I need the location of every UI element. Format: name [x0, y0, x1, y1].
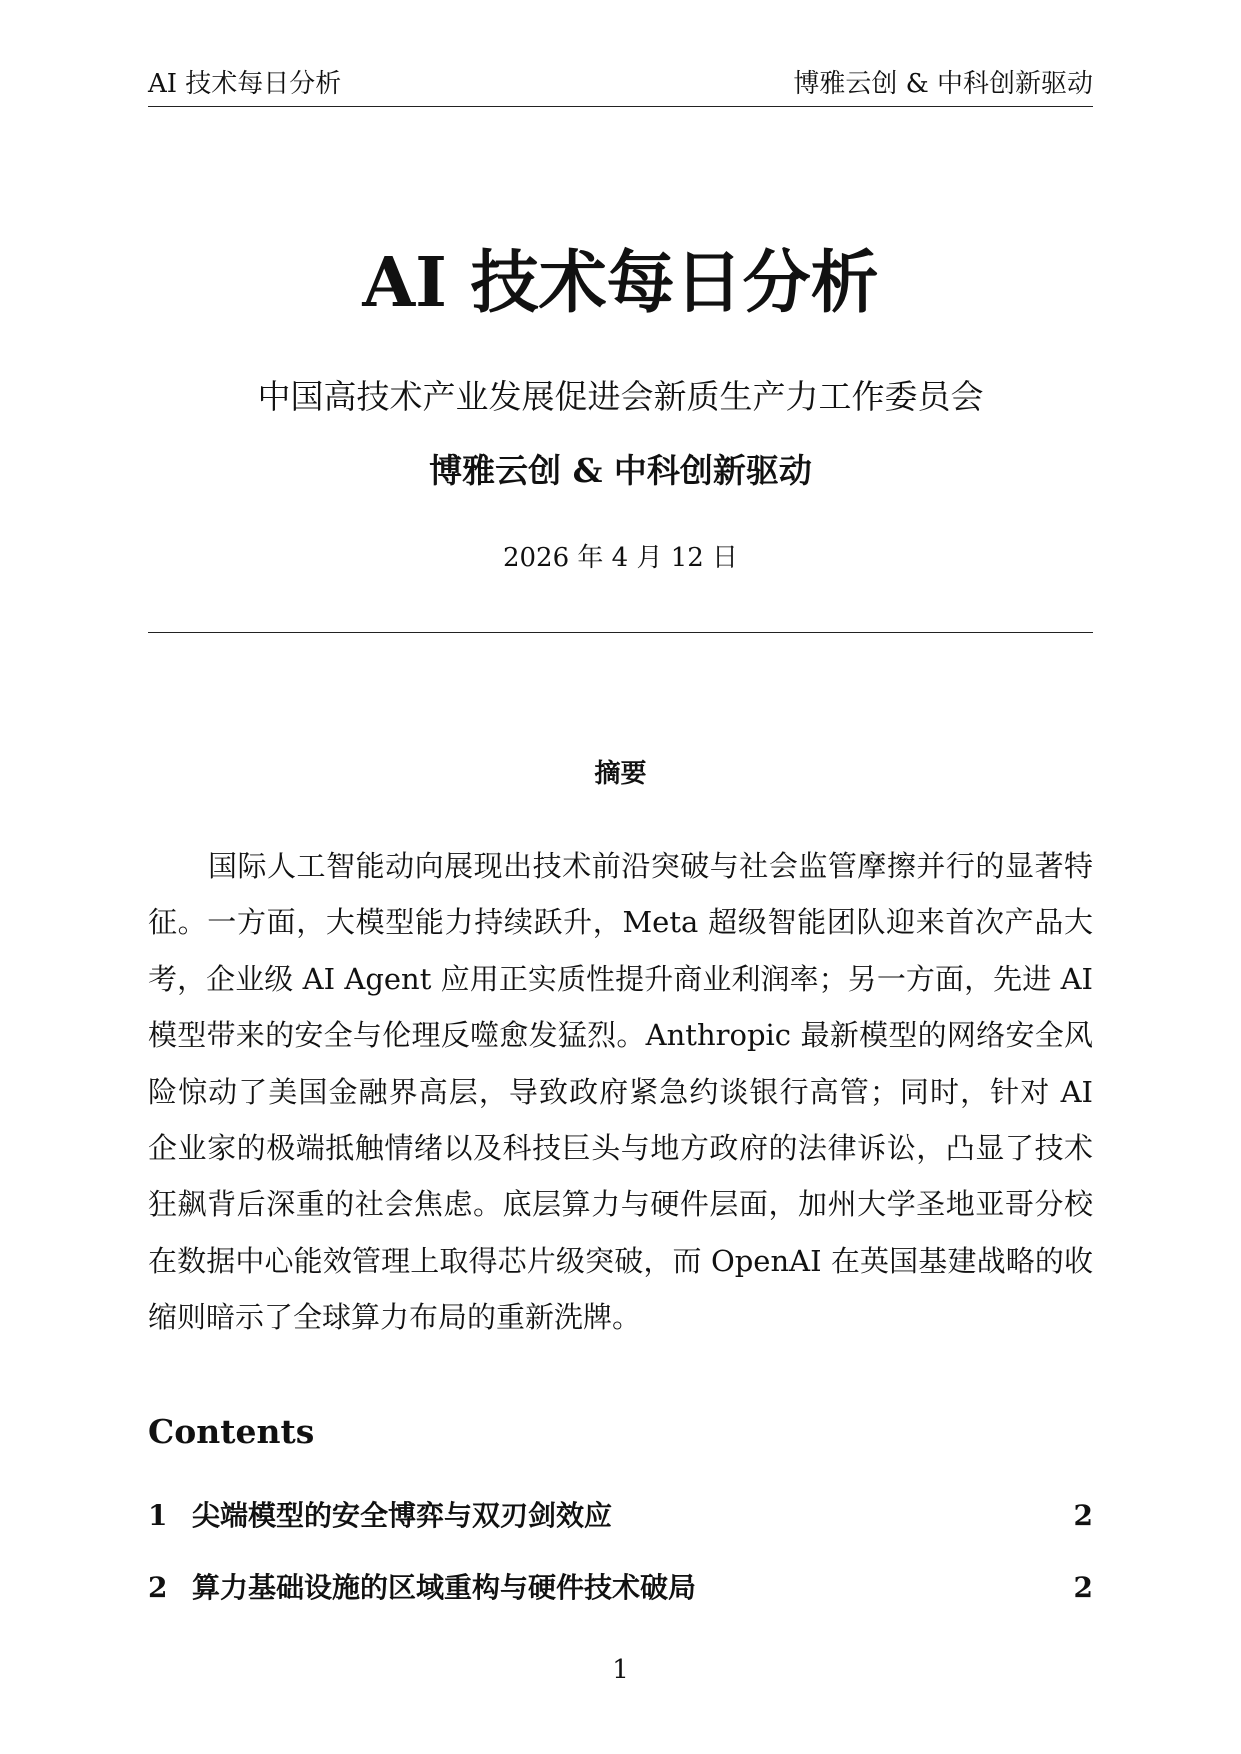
- document-authors: 博雅云创 & 中科创新驱动: [429, 451, 812, 490]
- toc-entry-label[interactable]: 尖端模型的安全博弈与双刃剑效应: [192, 1499, 613, 1532]
- toc-entry-number: 2: [148, 1571, 168, 1604]
- abstract-body: 国际人工智能动向展现出技术前沿突破与社会监管摩擦并行的显著特征。一方面，大模型能力持续跃升，Meta 超级智能团队迎来首次产品大考，企业级 AI Agent 应用正实质性提升商业利润率；另一方面，先进 AI 模型带来的安全与伦理反噬愈发猛烈。Anthropic 最新模型的网络安全风险惊动了美国金融界高层，导致政府紧急约谈银行高管；同时，针对 AI 企业家的极端抵触情绪以及科技巨头与地方政府的法律诉讼，凸显了技术狂飙背后深重的社会焦虑。底层算力与硬件层面，加州大学圣地亚哥分校在数据中心能效管理上取得芯片级突破，而 OpenAI 在英国基建战略的收缩则暗示了全球算力布局的重新洗牌。: [148, 849, 1093, 1335]
- document-title: AI 技术每日分析: [362, 243, 879, 323]
- header-right-authors: 博雅云创 & 中科创新驱动: [793, 69, 1093, 99]
- toc-entry[interactable]: [148, 1494, 1093, 1538]
- document-date: 2026 年 4 月 12 日: [502, 543, 739, 573]
- title-divider: [148, 632, 1093, 633]
- toc-entry-label[interactable]: 算力基础设施的区域重构与硬件技术破局: [192, 1571, 697, 1604]
- toc-heading: Contents: [148, 1412, 315, 1451]
- toc-entry-page[interactable]: 2: [1073, 1499, 1093, 1532]
- toc-entry[interactable]: [148, 1566, 1093, 1610]
- document-subtitle: 中国高技术产业发展促进会新质生产力工作委员会: [257, 377, 984, 416]
- abstract-heading: 摘要: [594, 759, 647, 789]
- running-header: [148, 66, 1093, 107]
- page-number: 1: [612, 1655, 629, 1685]
- toc-entry-page[interactable]: 2: [1073, 1571, 1093, 1604]
- header-left-title: AI 技术每日分析: [148, 69, 342, 99]
- toc-entry-number: 1: [148, 1499, 168, 1532]
